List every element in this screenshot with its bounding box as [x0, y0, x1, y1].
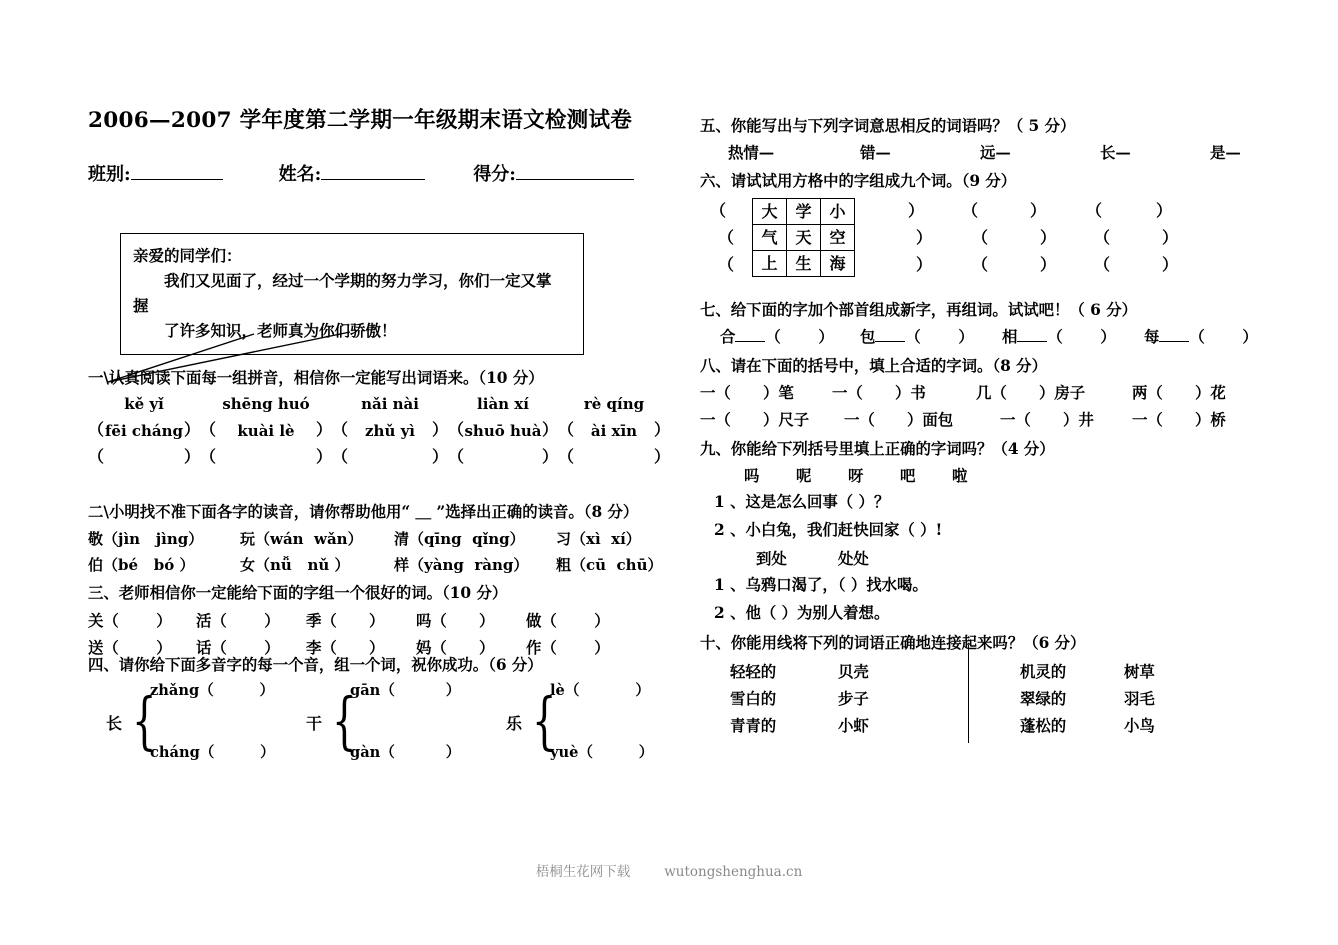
measure-word-item[interactable]: 一（ ）笔: [700, 384, 794, 402]
antonym-prompt[interactable]: 错—: [860, 144, 891, 162]
greeting-balloon: [120, 233, 584, 355]
match-item[interactable]: 步子: [838, 690, 869, 709]
hanzi: 包: [860, 328, 876, 346]
q1-pinyin-row-1: [88, 395, 688, 413]
greeting-line-2: 我们又见面了，经过一个学期的努力学习，你们一定又掌: [164, 271, 552, 291]
answer-paren-close[interactable]: ）: [1162, 228, 1179, 247]
tone-option-a[interactable]: bé: [118, 556, 139, 574]
question-3: [88, 581, 688, 658]
q5-items: [700, 141, 1270, 163]
match-col-left-nouns: [838, 659, 869, 740]
hanzi: 清: [394, 530, 410, 548]
q1-pinyin-row-2: [88, 422, 688, 440]
tone-choice-item[interactable]: 样（yàng ràng）: [394, 556, 529, 574]
question-5: [700, 114, 1270, 163]
match-item[interactable]: 小鸟: [1124, 717, 1155, 736]
question-1: 一\认真阅读下面每一组拼音，相信你一定能写出词语来。（10 分） kě yǐ shēng huó nǎi nài liàn xí rè qíng （ ） （ ） （ ） （ ） （ ） fēi cháng kuài lè zhǔ yì shuō huà ài xīn （ ） （ ） （ ） （ ） （ ）: [88, 366, 688, 444]
antonym-prompt[interactable]: 远—: [980, 144, 1011, 162]
q7-head: 七、给下面的字加个部首组成新字，再组词。试试吧！（ 6 分）: [700, 301, 1137, 319]
tone-option-b[interactable]: qǐng: [472, 530, 510, 548]
q9-word-bank-2: [700, 547, 1270, 569]
q6-head: 六、请试试用方格中的字组成九个词。（9 分）: [700, 172, 1017, 190]
word-build-item[interactable]: 话（ ）: [196, 639, 280, 657]
footer-watermark: [0, 860, 1338, 880]
radical-blank[interactable]: [875, 341, 905, 342]
name-label: 姓名:: [278, 163, 322, 185]
q5-head: 五、你能写出与下列字词意思相反的词语吗？（ 5 分）: [700, 117, 1076, 135]
match-item[interactable]: 树草: [1124, 663, 1155, 682]
match-item[interactable]: 小虾: [838, 717, 869, 736]
tone-option-a[interactable]: nǚ: [270, 556, 292, 574]
hanzi: 玩: [240, 530, 256, 548]
tone-option-b[interactable]: nǔ: [307, 556, 330, 574]
hanzi: 作: [526, 639, 542, 657]
watermark-text: 梧桐生花网下载: [535, 864, 631, 880]
hanzi: 合: [720, 328, 736, 346]
measure-word-item[interactable]: 几（ ）房子: [976, 384, 1086, 402]
polyphone-char: 乐: [506, 714, 523, 733]
polyphone-reading-bottom[interactable]: yuè（ ）: [550, 744, 654, 761]
word-build-item[interactable]: 吗（ ）: [416, 612, 495, 630]
word-build-item[interactable]: 作（ ）: [526, 639, 610, 657]
hanzi: 送: [88, 639, 104, 657]
q2-row-2: [88, 554, 688, 575]
answer-paren-close[interactable]: ）: [916, 255, 933, 274]
class-blank[interactable]: [131, 179, 223, 180]
word-build-item[interactable]: 季（ ）: [306, 612, 385, 630]
tone-choice-item[interactable]: 玩（wán wǎn）: [240, 530, 363, 548]
question-6: [700, 169, 1270, 278]
q3-row-1: [88, 609, 688, 631]
page-title: 2006—2007 学年度第二学期一年级期末语文检测试卷: [88, 108, 633, 133]
hanzi: 做: [526, 612, 542, 630]
tone-choice-item[interactable]: 伯（bé bó ）: [88, 556, 195, 574]
tone-option-b[interactable]: wǎn: [314, 530, 348, 548]
hanzi: 每: [1144, 328, 1160, 346]
pinyin-cell: kě yǐ: [124, 395, 164, 413]
q9-sentence-2[interactable]: 2 、小白兔，我们赶快回家（ ）!: [714, 521, 943, 540]
tone-option-b[interactable]: xí: [611, 530, 626, 548]
q9-head: 九、你能给下列括号里填上正确的字词吗？（4 分）: [700, 440, 1055, 458]
q9-sentence-1[interactable]: 1 、这是怎么回事（ ）？: [714, 493, 890, 511]
q8-row-1: [700, 381, 1270, 403]
q8-row-2: [700, 408, 1270, 430]
brace-icon: {: [532, 684, 557, 757]
radical-item[interactable]: 相 （ ）: [1002, 328, 1116, 346]
polyphone-reading-bottom[interactable]: cháng（ ）: [150, 744, 275, 761]
question-8: [700, 354, 1270, 430]
hanzi: 样: [394, 556, 410, 574]
tone-option-a[interactable]: yàng: [424, 556, 464, 574]
tone-option-b[interactable]: bó: [153, 556, 175, 574]
q7-items: [700, 325, 1270, 347]
grid-cell: 空: [821, 225, 855, 251]
q6-answer-row: [700, 198, 1260, 223]
radical-blank[interactable]: [735, 341, 765, 342]
pinyin-cell: zhǔ yì: [365, 422, 415, 440]
pinyin-cell: shēng huó: [222, 395, 310, 413]
match-col-left-adjectives: [730, 659, 776, 740]
hanzi: 女: [240, 556, 256, 574]
measure-word-item[interactable]: 两（ ）花: [1132, 384, 1226, 402]
tone-choice-item[interactable]: 敬（jìn jìng）: [88, 530, 204, 548]
polyphone-reading-top[interactable]: gān（ ）: [350, 682, 461, 699]
tone-option-b[interactable]: ràng: [474, 556, 514, 574]
answer-paren-open[interactable]: （: [710, 201, 727, 220]
hanzi: 季: [306, 612, 322, 630]
tone-option-b[interactable]: jìng: [155, 530, 189, 548]
match-col-right-nouns: [1124, 659, 1155, 740]
question-9: [700, 437, 1270, 625]
match-item[interactable]: 蓬松的: [1020, 717, 1067, 736]
polyphone-char: 长: [106, 714, 123, 733]
tone-option-a[interactable]: wán: [270, 530, 304, 548]
pinyin-cell: rè qíng: [583, 395, 645, 413]
question-2: [88, 500, 688, 575]
grid-cell: 海: [821, 251, 855, 277]
hanzi: 敬: [88, 530, 104, 548]
q3-head: 三、老师相信你一定能给下面的字组一个很好的词。（10 分）: [88, 584, 508, 602]
name-blank[interactable]: [321, 179, 425, 180]
answer-paren-close[interactable]: ）: [1040, 228, 1057, 247]
greeting-line-1: 亲爱的同学们：: [133, 246, 242, 265]
tone-option-a[interactable]: qīng: [424, 530, 462, 548]
question-4: [88, 653, 688, 771]
antonym-prompt[interactable]: 是—: [1210, 144, 1241, 162]
brace-icon: {: [332, 684, 357, 757]
tone-choice-item[interactable]: 女（nǚ nǔ ）: [240, 556, 350, 574]
grid-cell: 大: [753, 199, 787, 225]
greeting-line-3: 握: [133, 296, 149, 316]
match-item[interactable]: 机灵的: [1020, 663, 1067, 682]
word-bank-item[interactable]: 呢: [796, 467, 812, 485]
q8-head: 八、请在下面的括号中，填上合适的字词。（8 分）: [700, 357, 1047, 375]
tone-option-b[interactable]: chū: [616, 556, 648, 574]
radical-blank[interactable]: [1017, 341, 1047, 342]
hanzi: 伯: [88, 556, 104, 574]
pinyin-cell: fēi cháng: [104, 422, 184, 440]
hanzi: 活: [196, 612, 212, 630]
q6-answer-row: [700, 252, 1260, 277]
answer-paren-open[interactable]: （: [1094, 255, 1111, 274]
question-7: [700, 298, 1270, 347]
measure-word-item[interactable]: 一（ ）书: [832, 384, 926, 402]
match-divider: [968, 645, 969, 743]
student-info-row: [88, 160, 688, 186]
answer-paren-open[interactable]: （: [972, 228, 989, 247]
watermark-site: wutongshenghua.cn: [664, 864, 803, 880]
radical-item[interactable]: 合 （ ）: [720, 328, 834, 346]
hanzi: 相: [1002, 328, 1018, 346]
tone-option-a[interactable]: jìn: [118, 530, 141, 548]
greeting-box: [120, 233, 584, 355]
class-label: 班别:: [88, 163, 131, 185]
polyphone-char: 干: [306, 714, 323, 733]
hanzi: 李: [306, 639, 322, 657]
q9-sentence-3[interactable]: 1 、乌鸦口渴了，（ ）找水喝。: [714, 575, 928, 594]
greeting-line-4: 了许多知识，老师真为你们骄傲！: [164, 321, 397, 341]
answer-paren-open[interactable]: （: [972, 255, 989, 274]
score-blank[interactable]: [516, 179, 634, 180]
answer-paren-open[interactable]: （: [1094, 228, 1111, 247]
q6-answer-row: [700, 225, 1260, 250]
word-build-item[interactable]: 李（ ）: [306, 639, 385, 657]
hanzi: 妈: [416, 639, 432, 657]
q1-head: 一\认真阅读下面每一组拼音，相信你一定能写出词语来。（10 分）: [88, 369, 544, 387]
match-item[interactable]: 羽毛: [1124, 690, 1155, 709]
match-col-right-adjectives: [1020, 659, 1066, 740]
answer-paren-close[interactable]: ）: [1156, 201, 1173, 220]
answer-paren-open[interactable]: （: [962, 201, 979, 220]
pinyin-cell: liàn xí: [477, 395, 529, 413]
answer-paren-close[interactable]: ）: [1040, 255, 1057, 274]
word-build-item[interactable]: 活（ ）: [196, 612, 280, 630]
word-build-item[interactable]: 妈（ ）: [416, 639, 495, 657]
hanzi: 习: [556, 530, 572, 548]
pinyin-cell: kuài lè: [237, 422, 295, 440]
answer-paren-close[interactable]: ）: [1162, 255, 1179, 274]
q9-word-bank-1: [700, 464, 1270, 486]
hanzi: 话: [196, 639, 212, 657]
answer-paren-close[interactable]: ）: [1030, 201, 1047, 220]
word-bank-item[interactable]: 呀: [848, 467, 864, 485]
pinyin-cell: nǎi nài: [361, 395, 419, 413]
tone-choice-item[interactable]: 粗（cū chū）: [556, 556, 663, 574]
antonym-prompt[interactable]: 热情—: [728, 144, 775, 162]
q2-row-1: [88, 528, 688, 549]
word-build-item[interactable]: 送（ ）: [88, 639, 172, 657]
antonym-prompt[interactable]: 长—: [1100, 144, 1131, 162]
grid-cell: 小: [821, 199, 855, 225]
answer-paren-close[interactable]: ）: [916, 228, 933, 247]
word-bank-item[interactable]: 吗: [744, 467, 760, 485]
q6-grid-block: [700, 198, 1270, 278]
q10-matching-block: [700, 659, 1270, 743]
radical-blank[interactable]: [1159, 341, 1189, 342]
polyphone-group: [506, 679, 696, 771]
measure-word-item[interactable]: 一（ ）井: [1000, 411, 1094, 429]
grid-cell: 上: [753, 251, 787, 277]
left-column: [88, 108, 688, 761]
match-item[interactable]: 青青的: [730, 717, 777, 736]
right-column: [700, 114, 1270, 743]
answer-paren-open[interactable]: （: [1086, 201, 1103, 220]
match-item[interactable]: 雪白的: [730, 690, 777, 709]
word-bank-item[interactable]: 吧: [900, 467, 916, 485]
grid-cell: 气: [753, 225, 787, 251]
measure-word-item[interactable]: 一（ ）面包: [844, 411, 954, 429]
answer-paren-open[interactable]: （: [718, 255, 735, 274]
tone-option-a[interactable]: xì: [586, 530, 601, 548]
measure-word-item[interactable]: 一（ ）桥: [1132, 411, 1226, 429]
match-item[interactable]: 贝壳: [838, 663, 869, 682]
word-bank-item[interactable]: 到处: [756, 549, 787, 568]
question-10: [700, 631, 1270, 743]
hanzi: 关: [88, 612, 104, 630]
answer-paren-close[interactable]: ）: [908, 201, 925, 220]
match-item[interactable]: 轻轻的: [730, 663, 777, 682]
q10-head: 十、你能用线将下列的词语正确地连接起来吗？（6 分）: [700, 634, 1086, 653]
hanzi: 吗: [416, 612, 432, 630]
word-build-item[interactable]: 关（ ）: [88, 612, 172, 630]
word-bank-item[interactable]: 啦: [952, 467, 968, 485]
answer-paren-open[interactable]: （: [718, 228, 735, 247]
word-build-item[interactable]: 做（ ）: [526, 612, 610, 630]
grid-cell: 学: [787, 199, 821, 225]
match-item[interactable]: 翠绿的: [1020, 690, 1067, 709]
tone-choice-item[interactable]: 清（qīng qǐng）: [394, 530, 525, 548]
hanzi: 粗: [556, 556, 572, 574]
measure-word-item[interactable]: 一（ ）尺子: [700, 411, 810, 429]
q9-sentence-4[interactable]: 2 、他（ ）为别人着想。: [714, 603, 890, 622]
polyphone-group: [306, 679, 496, 771]
grid-cell: 生: [787, 251, 821, 277]
grid-cell: 天: [787, 225, 821, 251]
radical-item[interactable]: 每 （ ）: [1144, 328, 1258, 346]
polyphone-group: [106, 679, 296, 771]
pinyin-cell: shuō huà: [464, 422, 542, 440]
q4-brace-groups: [88, 679, 688, 771]
q2-head: 二\小明找不准下面各字的读音，请你帮助他用“ ＿ ”选择出正确的读音。（8 分）: [88, 503, 639, 521]
tone-option-a[interactable]: cū: [586, 556, 607, 574]
polyphone-reading-top[interactable]: zhǎng（ ）: [150, 682, 275, 699]
pinyin-cell: ài xīn: [590, 422, 638, 440]
score-label: 得分:: [473, 163, 516, 185]
tone-choice-item[interactable]: 习（xì xí）: [556, 530, 641, 548]
radical-item[interactable]: 包 （ ）: [860, 328, 974, 346]
polyphone-reading-top[interactable]: lè（ ）: [550, 682, 650, 699]
word-bank-item[interactable]: 处处: [838, 549, 869, 568]
brace-icon: {: [132, 684, 157, 757]
polyphone-reading-bottom[interactable]: gàn（ ）: [350, 744, 461, 761]
q4-head: 四、请你给下面多音字的每一个音，组一个词，祝你成功。（6 分）: [88, 656, 543, 674]
